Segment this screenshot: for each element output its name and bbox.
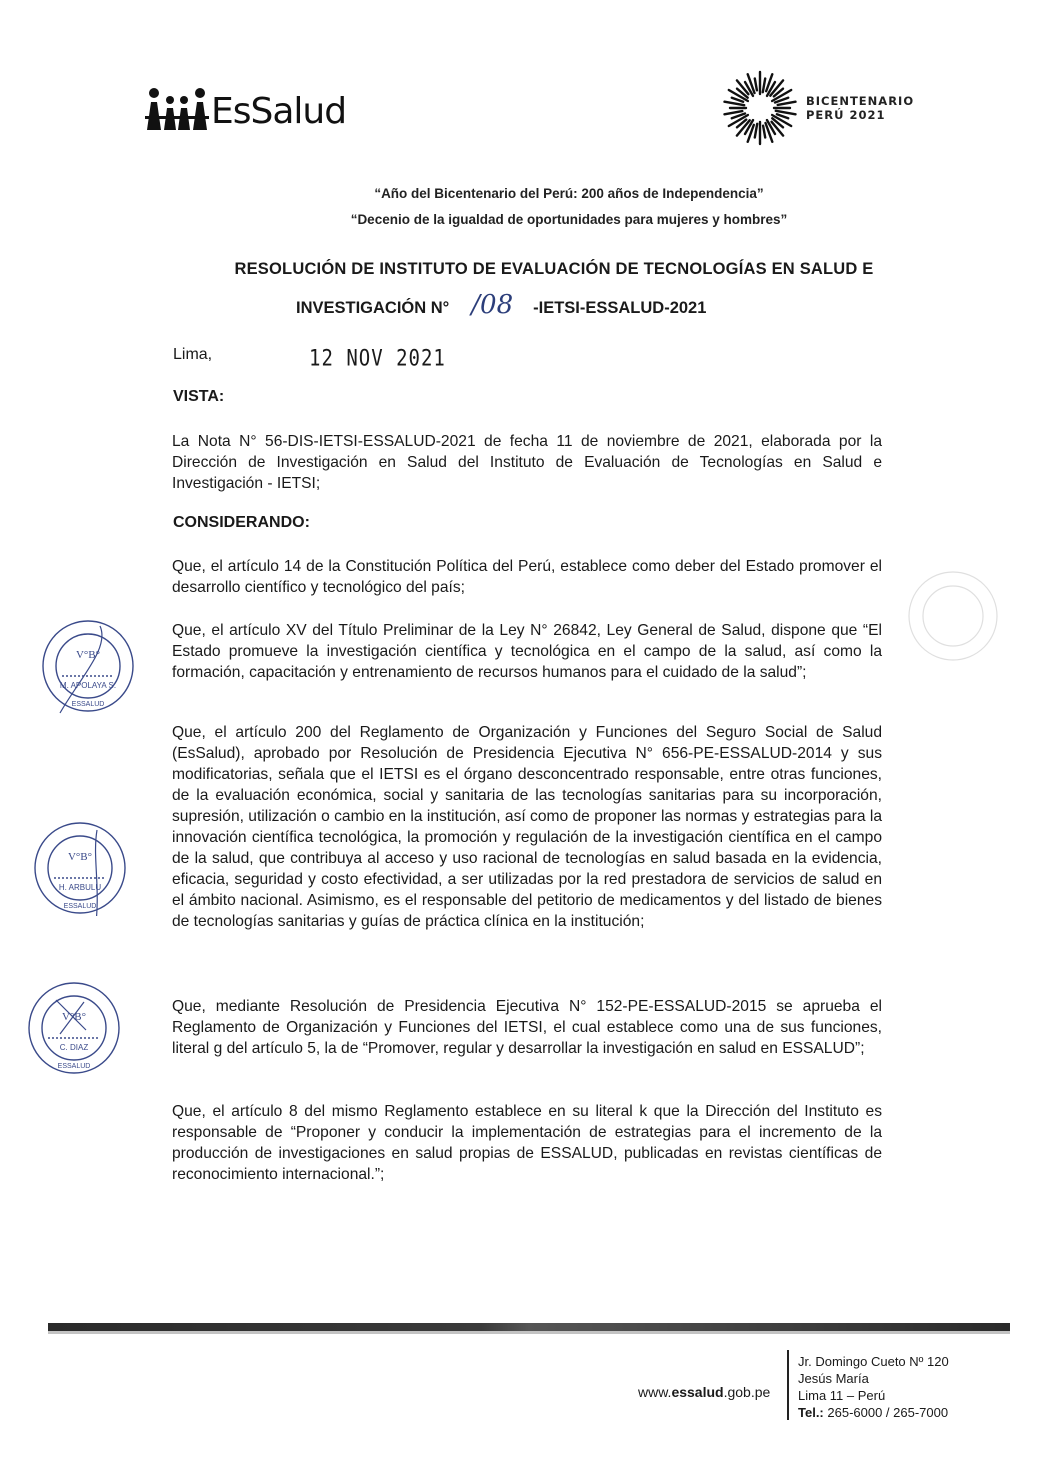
address-line-1: Jr. Domingo Cueto Nº 120 [798,1354,949,1369]
paragraph-considerando-2: Que, el artículo XV del Título Preliminar de la Ley N° 26842, Ley General de Salud, dispone que “El Estado promueve la investigación científica y tecnológica en el campo de la salud, así como la formación, capacitación y entrenamiento de recursos humanos para el cuidado de la salud”; [172,622,882,681]
faint-showthrough-stamp [905,568,1001,664]
considerando-heading: CONSIDERANDO: [173,514,310,531]
burst-ray [755,79,757,91]
paragraph-considerando-4: Que, mediante Resolución de Presidencia Ejecutiva N° 152-PE-ESSALUD-2015 se aprueba el Reglamento de Organización y Funciones del IETSI, el cual establece como una de sus funciones, literal g del artículo 5, la de “Promover, regular y desarrollar la investigación en salud en ESSALUD”; [172,998,882,1057]
burst-ray [763,79,765,93]
website-suffix: .gob.pe [723,1384,771,1400]
motto-line-1: “Año del Bicentenario del Perú: 200 años de Independencia” [374,186,764,201]
paragraph-considerando-3: Que, el artículo 200 del Reglamento de Organización y Funciones del Seguro Social de Salud (EsSalud), aprobado por Resolución de Presidencia Ejecutiva N° 656-PE-ESSALUD-2014 y sus modificatorias, señala que el IETSI es el órgano desconcentrado responsable, entre otras funciones, de la evaluación económica, social y sanitaria de las tecnologías sanitarias para su incorporación, supresión, utilización o cambio en la institución, así como de proponer las normas y estrategias para la innovación científica tecnológica, la promoción y regulación de la investigación científica en el campo de la salud, que contribuya al acceso y uso racional de tecnologías en salud basada en la evidencia, eficacia, seguridad y costo efectividad, a ser utilizadas por la red prestadora de servicios de salud en el ámbito nacional. Asimismo, es el responsable del petitorio de medicamentos y del listado de bienes de tecnologías sanitarias y guías de práctica clínica en la institución; [172,724,882,930]
resolution-title-line-1: RESOLUCIÓN DE INSTITUTO DE EVALUACIÓN DE TECNOLOGÍAS EN SALUD E [234,260,874,278]
approval-stamp-investigacion [40,618,136,714]
address-line-3: Lima 11 – Perú [798,1388,886,1403]
bicentenario-text [806,94,914,122]
approval-stamp-asesoria [32,820,128,916]
stamp-name: H. ARBULU [58,883,102,892]
vista-heading: VISTA: [173,388,225,405]
family-icon [145,86,209,132]
website-prefix: www. [638,1384,672,1400]
footer-address [798,1353,949,1421]
title-suffix: -IETSI-ESSALUD-2021 [533,299,707,317]
footer-divider [48,1323,1010,1331]
title-prefix: INVESTIGACIÓN N° [296,299,450,317]
burst-ray [725,111,743,114]
stamp-bottom: ESSALUD [63,903,97,910]
website-domain: essalud [671,1384,724,1400]
motto-line-2: “Decenio de la igualdad de oportunidades para mujeres y hombres” [350,212,788,227]
footer-website[interactable] [638,1384,770,1400]
date-stamp: 12 NOV 2021 [309,346,446,372]
burst-ray [755,124,757,138]
burst-ray [778,102,796,105]
stamp-vb: V°B° [61,1011,87,1023]
handwritten-resolution-number: /08 [471,290,514,320]
approval-stamp-ietsi [26,980,122,1076]
stamp-vb: V°B° [67,851,93,863]
stamp-bottom: ESSALUD [71,701,105,708]
stamp-name: C. DIAZ [59,1043,89,1052]
place-label: Lima, [173,346,213,363]
resolution-title-line-2 [296,290,706,320]
bicentenario-burst-icon [720,68,800,148]
address-line-2: Jesús María [798,1371,869,1386]
phone-label: Tel.: [798,1405,824,1420]
bicentenario-logo [720,68,914,148]
paragraph-vista: La Nota N° 56-DIS-IETSI-ESSALUD-2021 de fecha 11 de noviembre de 2021, elaborada por la Dirección de Investigación en Salud del Instituto de Evaluación de Tecnologías en Salud e Investigación - IETSI; [172,433,882,492]
bicentenario-line2: PERÚ 2021 [806,108,886,122]
essalud-logo [145,86,346,132]
brand-name: EsSalud [211,91,347,132]
stamp-bottom: ESSALUD [57,1063,91,1070]
footer-separator [787,1350,789,1420]
phone-value: 265-6000 / 265-7000 [823,1405,949,1420]
stamp-vb: V°B° [75,649,101,661]
bicentenario-line1: BICENTENARIO [806,94,915,108]
paragraph-considerando-5: Que, el artículo 8 del mismo Reglamento establece en su literal k que la Dirección del Instituto es responsable de “Proponer y conducir la implementación de estrategias para el incremento de la producción de investigaciones en salud propias de ESSALUD, publicadas en revistas científicas de reconocimiento internacional.”; [172,1103,882,1183]
paragraph-considerando-1: Que, el artículo 14 de la Constitución Política del Perú, establece como deber del Estado promover el desarrollo científico y tecnológico del país; [172,558,882,596]
stamp-name: M. APOLAYA S. [59,681,117,690]
footer-divider-shadow [48,1331,1010,1334]
burst-ray [763,126,765,138]
address-phone [798,1404,949,1421]
